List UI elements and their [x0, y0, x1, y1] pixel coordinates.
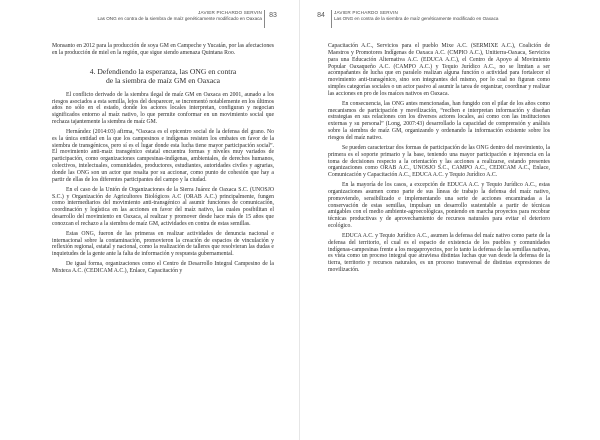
section-heading: [52, 67, 274, 85]
section-heading-line: de la siembra de maíz GM en Oaxaca: [105, 75, 221, 85]
header-author: JAVIER PICHARDO SERVIN: [334, 10, 398, 15]
header-author: JAVIER PICHARDO SERVIN: [198, 10, 262, 15]
left-body-text: [52, 43, 274, 275]
paragraph: En consecuencia, las ONG antes mencionadas, han fungido con el pilar de los años como mecanismos de participación y movilización, “reciben e interpretan información y diseñan estrategias en sus relaciones con los diversos actores locales, así como con las instituciones externas y su personal” (Long, 2007:43) desarrollado la capacidad de comprensión y análisis sobre la siembra de maíz GM, organizando y ordenando la información existente sobre los riesgos del maíz nativo.: [328, 100, 550, 141]
paragraph: Capacitación A.C., Servicios para el pueblo Mixe A.C. (SERMIXE A.C.), Coalición de Maestros y Promotores Indígenas de Oaxaca A.C. (CMPIO A.C.), Unitierra-Oaxaca, Servicios para una Educación Alternativa A.C. (EDUCA A.C.), el Centro de Apoyo al Movimiento Popular Oaxaqueño A.C. (CAMPO A.C.) y Tequio Jurídico A.C., no se limitan a ser acompañantes de lucha que en paralelo realizan alguna función o actividad para fortalecer el movimiento anti-transgénico, sino son integrantes del mismo, por lo cual no figuran como simples categorías sociales o un actor pasivo al asumir la tarea de organizar, coordinar y realizar las acciones en pro de los maíces nativos en Oaxaca.: [328, 43, 550, 97]
running-header: [40, 10, 262, 32]
header-chapter-title: Las ONG en contra de la siembra de maíz genéticamente modificado en Oaxaca: [97, 16, 262, 21]
paragraph: Estas ONG, fueron de las primeras en realizar actividades de denuncia nacional e internacional sobre la contaminación, promovieron la creación de espacios de vinculación y reflexión regional, estatal y nacional, como la realización de talleres que resolvieran las dudas e inquietudes de la gente ante la falta de información y respuesta gubernamental.: [52, 230, 274, 258]
header-chapter-title: Las ONG en contra de la siembra de maíz genéticamente modificado en Oaxaca: [334, 16, 499, 21]
running-header: [334, 10, 564, 32]
paragraph: EDUCA A.C. y Tequio Jurídico A.C., asumen la defensa del maíz nativo como parte de la defensa del territorio, el cual es el espacio de existencia de los pueblos y comunidades indígenas-campesinas frente a los megaproyectos, por lo tanto la defensa de las semillas nativas, es vista como un proceso integral que atraviesa distintas luchas que van desde la defensa de la tierra, territorio y recursos naturales, es un proceso transversal de distintas expresiones de movilización.: [328, 232, 550, 274]
header-divider: [264, 10, 265, 28]
page-number: 83: [269, 12, 277, 19]
paragraph: En el caso de la Unión de Organizaciones de la Sierra Juárez de Oaxaca S.C. (UNOSJO S.C.) y Organización de Agricultores Biológicos A.C (ORAB A.C.) principalmente, fungen como intermediarios del movimiento anti-transgénico al asumir funciones de comunicación, coordinación y logística en las acciones en favor del maíz nativo, las cuales posibilitan el desarrollo del movimiento en Oaxaca, al realizar y promover desde hace más de 15 años que conozcan el rechazo a la siembra de maíz GM, actividades en contra de estas semillas.: [52, 186, 274, 227]
section-heading-line: 4. Defendiendo la esperanza, las ONG en contra: [89, 66, 237, 76]
paragraph: Monsanto en 2012 para la producción de soya GM en Campeche y Yucatán, por las afectaciones en la producción de miel en la región, que sigue siendo amenaza Quintana Roo.: [52, 43, 274, 56]
right-page: [300, 0, 600, 440]
paragraph: En la mayoría de los casos, a excepción de EDUCA A.C. y Tequio Jurídico A.C., estas organizaciones asumen como parte de sus líneas de trabajo la defensa del maíz nativo, promoviendo, sensibilizado e implementando una serie de acciones encaminadas a la conservación de estas semillas, impulsan un desarrollo sustentable a partir de técnicas amigables con el medio ambiente-agroecológicas, poniendo en marcha proyectos para recobrar técnicas productivas y de aprovechamiento de recursos naturales para evitar el deterioro ecológico.: [328, 182, 550, 230]
page-number: 84: [317, 12, 325, 19]
paragraph: El conflicto derivado de la siembra ilegal de maíz GM en Oaxaca en 2001, aunado a los riesgos asociados a esta semilla, lejos del desparecer, se incrementó notablemente en los últimos años no sólo en el estado, donde los actores locales interpretan, configuran y negocian significados entorno al maíz nativo, lo que permite conformar en un movimiento social que rechaza tajantemente la siembra de maíz GM.: [52, 91, 274, 126]
paragraph: Hernández (2014:03) afirma, “Oaxaca es el epicentro social de la defensa del grano. No es la única entidad en la que los campesinos e indígenas resisten los embates en favor de la siembra de transgénicos, pero sí es el lugar donde esta lucha tiene mayor participación social”. El movimiento anti-maíz transgénico estatal encuentra formas y niveles muy variados de participación, como organizaciones campesinas-indígenas, ambientales, de derechos humanos, colectivos, intelectuales, comunidades, productores, estudiantes, autoridades civiles y agrarias, donde las ONG son un actor que resalta por su accionar, como punto de cohesión que hay a partir de ellas de los diferentes participantes del campo y la ciudad.: [52, 128, 274, 183]
paragraph: Se pueden caracterizar dos formas de participación de las ONG dentro del movimiento, la primera es el soporte primario y la base, teniendo una mayor participación e injerencia en la toma de decisiones respecto a la orientación y las acciones a realizarse, estando presentes organizaciones como ORAB A.C., UNOSJO S.C., CAMPO A.C., CEDICAM A.C., Enlace, Comunicación y Capacitación A.C., EDUCA A.C. y Tequio Jurídico A.C.: [328, 144, 550, 179]
right-body-text: [328, 43, 550, 274]
header-divider: [331, 10, 332, 28]
paragraph: De igual forma, organizaciones como el Centro de Desarrollo Integral Campesino de la Mixteca A.C. (CEDICAM A.C.), Enlace, Capacitación y: [52, 261, 274, 274]
